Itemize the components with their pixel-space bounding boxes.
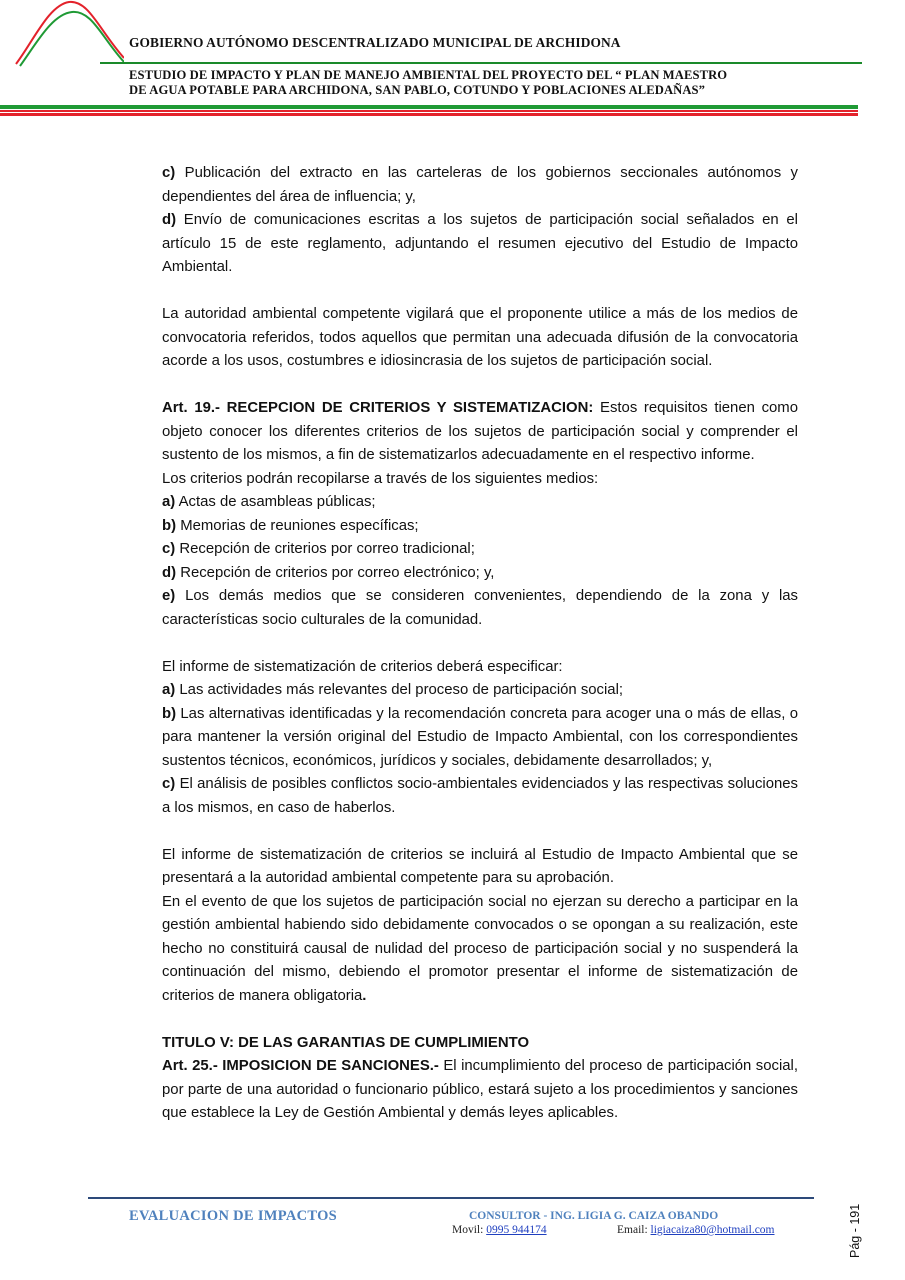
item-label: d) [162,564,177,581]
list-item [162,538,798,562]
list-item [162,679,798,703]
paragraph [162,209,798,280]
section-title-text: TITULO V: DE LAS GARANTIAS DE CUMPLIMIENTO [162,1034,530,1051]
list-item [162,562,798,586]
item-text: Envío de comunicaciones escritas a los sujetos de participación social señalados en el artículo 15 de este reglamento, adjuntando el resumen ejecutivo del Estudio de Impacto Ambiental. [162,212,798,275]
header-band-red-thin [0,110,858,112]
header-org-title: GOBIERNO AUTÓNOMO DESCENTRALIZADO MUNICIPAL DE ARCHIDONA [129,35,621,50]
item-label: a) [162,682,176,698]
paragraph: El informe de sistematización de criterios se incluirá al Estudio de Impacto Ambiental que se presentará a la autoridad ambiental competente para su aprobación. [162,846,798,886]
article-text: Estos requisitos tienen como objeto conocer los diferentes criterios de los sujetos de participación social y comprender el sustento de los mismos, a fin de sistematizarlos adecuadamente en el respectivo informe. [162,400,798,463]
item-label: e) [162,588,176,604]
page-number: Pág - 191 [848,1203,862,1258]
header-study-title [129,68,727,97]
item-label: a) [162,494,176,510]
footer-section-name: EVALUACION DE IMPACTOS [129,1208,338,1224]
paragraph [162,162,798,209]
footer-rule [88,1197,814,1199]
phone-label: Movil: [452,1224,487,1236]
item-text: Recepción de criterios por correo tradicional; [175,541,475,557]
footer-phone [452,1224,547,1236]
header-study-line2: DE AGUA POTABLE PARA ARCHIDONA, SAN PABLO, COTUNDO Y POBLACIONES ALEDAÑAS” [129,82,706,97]
item-text: Los demás medios que se consideren convenientes, dependiendo de la zona y las características socio culturales de la comunidad. [162,588,798,628]
paragraph [162,891,798,1009]
section-title [162,1032,798,1056]
item-label: b) [162,517,177,534]
item-label: c) [162,165,176,181]
item-text: Publicación del extracto en las carteleras de los gobiernos seccionales autónomos y dependientes del área de influencia; y, [162,165,798,205]
header-band-red [0,113,858,116]
list-item [162,515,798,539]
header-study-line1: ESTUDIO DE IMPACTO Y PLAN DE MANEJO AMBIENTAL DEL PROYECTO DEL “ PLAN MAESTRO [129,68,728,82]
list-item [162,773,798,820]
item-label: c) [162,541,176,557]
municipal-logo-swoosh [14,0,124,70]
item-text: Las actividades más relevantes del proceso de participación social; [175,682,624,698]
header-band-green [0,105,858,109]
article-heading: Art. 19.- RECEPCION DE CRITERIOS Y SISTEMATIZACION: [162,400,594,416]
article-text: El incumplimiento del proceso de participación social, por parte de una autoridad o funcionario público, estará sujeto a los procedimientos y sanciones que establece la Ley de Gestión Ambiental y demás leyes aplicables. [162,1058,799,1121]
article-heading: Art. 25.- IMPOSICION DE SANCIONES.- [162,1058,439,1074]
phone-link[interactable]: 0995 944174 [486,1224,547,1236]
item-text: Actas de asambleas públicas; [175,494,376,510]
footer-email [617,1224,775,1236]
paragraph: Los criterios podrán recopilarse a través de los siguientes medios: [162,470,599,487]
list-item [162,703,798,774]
header-rule [100,62,862,64]
article-25 [162,1055,798,1126]
article-19 [162,397,798,468]
document-body [162,162,798,1126]
item-label: c) [162,776,176,792]
paragraph: El informe de sistematización de criterios deberá especificar: [162,658,563,675]
email-link[interactable]: ligiacaiza80@hotmail.com [650,1224,775,1236]
item-text: Memorias de reuniones específicas; [176,517,419,534]
footer-consultant: CONSULTOR - ING. LIGIA G. CAIZA OBANDO [469,1210,719,1222]
paragraph: La autoridad ambiental competente vigilará que el proponente utilice a más de los medios de convocatoria referidos, todos aquellos que permitan una adecuada difusión de la convocatoria acorde a los usos, costumbres e idiosincrasia de los sujetos de participación social. [162,306,798,369]
paragraph-text: En el evento de que los sujetos de participación social no ejerzan su derecho a participar en la gestión ambiental habiendo sido debidamente convocados o se opongan a su realización, este hecho no constituirá causal de nulidad del proceso de participación social y no suspenderá la continuación del mismo, debiendo el promotor presentar el informe de sistematización de criterios de manera obligatoria [162,893,798,1004]
list-item [162,585,798,632]
item-text: Las alternativas identificadas y la recomendación concreta para acoger una o más de ellas, o para mantener la versión original del Estudio de Impacto Ambiental, con los correspondientes sustentos técnicos, económicos, jurídicos y sociales, debidamente desarrollados; y, [162,705,798,769]
item-label: b) [162,705,177,722]
paragraph-period: . [362,987,367,1004]
item-text: Recepción de criterios por correo electrónico; y, [176,564,495,581]
item-label: d) [162,212,177,228]
list-item [162,491,798,515]
item-text: El análisis de posibles conflictos socio-ambientales evidenciados y las respectivas soluciones a los mismos, en caso de haberlos. [162,776,798,816]
email-label: Email: [617,1224,651,1236]
